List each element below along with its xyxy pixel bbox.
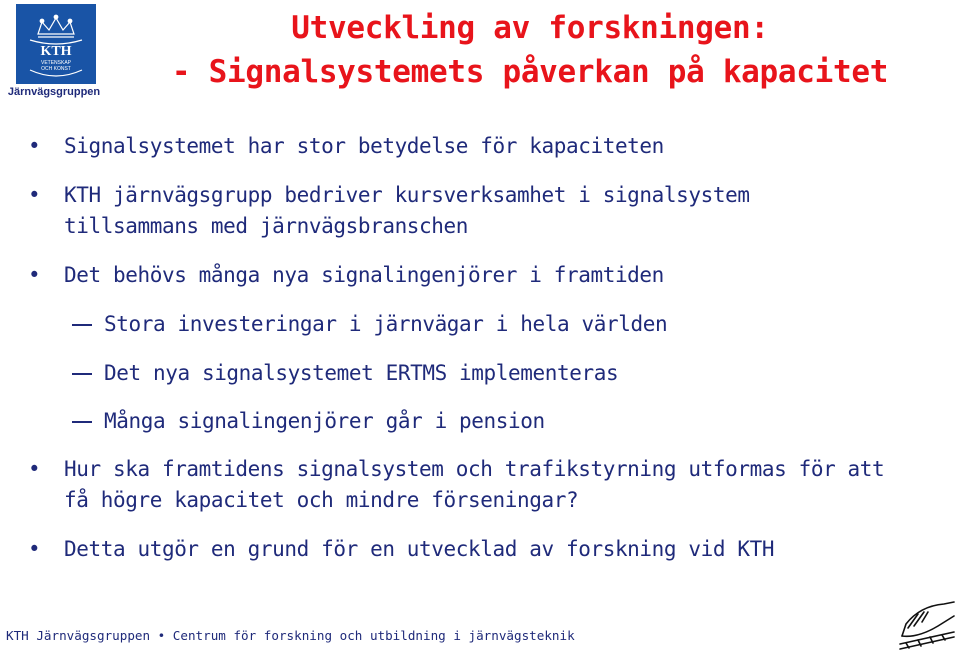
bullet-text: Hur ska framtidens signalsystem och trafikstyrning utformas för att (64, 457, 885, 481)
title-line-2: - Signalsystemets påverkan på kapacitet (171, 54, 889, 90)
bullet-marker: • (28, 134, 41, 158)
bullet-text: Signalsystemet har stor betydelse för kapaciteten (64, 134, 664, 158)
bullet-text: tillsammans med järnvägsbranschen (64, 214, 469, 238)
bullet-marker: • (28, 183, 41, 207)
bullet-marker: • (28, 457, 41, 481)
high-speed-train-icon (898, 596, 958, 654)
bullet-text: Många signalingenjörer går i pension (104, 409, 545, 433)
bullet-text: Detta utgör en grund för en utvecklad av forskning vid KTH (64, 537, 775, 561)
bullet-text: Det behövs många nya signalingenjörer i framtiden (64, 263, 664, 287)
svg-text:KTH: KTH (40, 44, 72, 59)
bullet-text: få högre kapacitet och mindre förseningar? (64, 488, 579, 512)
svg-text:OCH KONST: OCH KONST (41, 66, 71, 72)
bullet-marker: • (28, 263, 41, 287)
dash-marker (72, 309, 94, 326)
dash-marker (72, 358, 94, 375)
bullet-marker: • (28, 537, 41, 561)
title-line-1: Utveckling av forskningen: (291, 10, 769, 46)
dash-marker (72, 406, 94, 423)
bullet-text: Det nya signalsystemet ERTMS implementeras (104, 361, 619, 385)
logo-caption: Järnvägsgruppen (7, 86, 101, 98)
bullet-text: Stora investeringar i järnvägar i hela världen (104, 312, 668, 336)
svg-text:VETENSKAP: VETENSKAP (40, 60, 72, 66)
bullet-text: KTH järnvägsgrupp bedriver kursverksamhet i signalsystem (64, 183, 750, 207)
footer-text: KTH Järnvägsgruppen • Centrum för forskning och utbildning i järnvägsteknik (6, 628, 575, 643)
